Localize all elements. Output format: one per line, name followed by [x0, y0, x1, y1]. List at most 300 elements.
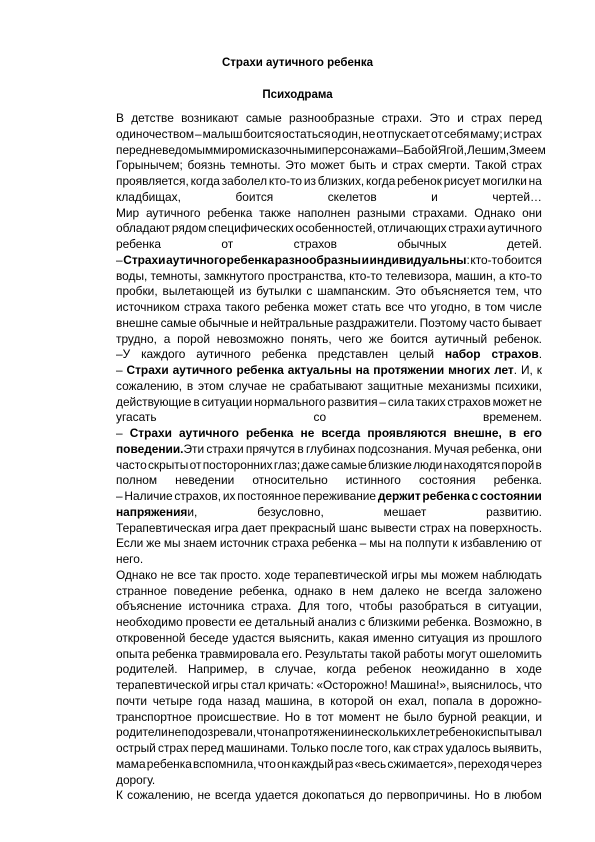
word: с: [359, 615, 366, 629]
word: пробки,: [116, 284, 158, 299]
word: докопаться: [302, 788, 365, 803]
word: В: [116, 111, 124, 125]
word: переживание: [302, 489, 377, 503]
word: –У: [116, 347, 131, 362]
word: самые: [245, 111, 282, 125]
word: поверхность.: [469, 520, 542, 535]
word: маму;: [470, 126, 503, 141]
text-line: него.: [116, 552, 144, 566]
word: –: [116, 489, 123, 503]
word: первопричины.: [386, 788, 471, 803]
word: числе: [509, 300, 542, 314]
word: остаться: [282, 126, 331, 141]
word: развития: [327, 394, 378, 409]
word: реакции,: [481, 709, 531, 724]
text-line: [116, 221, 542, 237]
text-line: [116, 142, 546, 159]
word: Страхи: [126, 363, 169, 377]
word: заложено: [488, 583, 542, 598]
word: Поэтому: [419, 315, 467, 330]
word: сила: [387, 394, 415, 409]
word: после: [330, 741, 363, 755]
word: прекрасный: [269, 520, 336, 535]
word: они: [522, 205, 542, 220]
word: посторонних: [202, 457, 273, 472]
word: назад: [227, 693, 260, 708]
word: подозревали,: [181, 725, 257, 740]
word: Горынычем;: [116, 158, 183, 173]
word: Однако: [116, 567, 158, 582]
text-line: [116, 206, 542, 222]
word: они: [522, 441, 542, 456]
text-line: [116, 442, 542, 458]
word: может: [492, 394, 527, 409]
word: страх: [471, 111, 502, 125]
word: неожиданно: [421, 662, 490, 677]
text-line: [116, 379, 542, 395]
word: на: [355, 363, 370, 377]
word: обладают: [116, 221, 171, 236]
word: самые: [160, 315, 197, 330]
word: может: [313, 300, 348, 314]
word: того,: [326, 599, 353, 614]
word: боится: [235, 189, 274, 204]
word: удастся: [232, 630, 276, 645]
word: и: [503, 126, 511, 141]
text-line: [116, 111, 542, 127]
text-line: [116, 284, 542, 300]
word: в: [474, 300, 481, 314]
word: кричать:: [268, 678, 314, 692]
word: защитные: [367, 378, 424, 393]
word: родителей.: [116, 662, 178, 677]
text-line: [116, 395, 542, 411]
word: в: [535, 615, 542, 629]
word: бутылки: [256, 284, 302, 299]
text-line: [116, 615, 542, 631]
word: и: [249, 142, 257, 157]
word: ребенка: [236, 363, 284, 377]
word: сказочными: [256, 142, 322, 157]
word: детальный: [254, 615, 315, 629]
word: ситуации,: [487, 599, 542, 614]
word: в: [297, 441, 304, 456]
word: стать: [351, 300, 382, 314]
text-line: [116, 757, 542, 773]
word: кто-то: [268, 174, 303, 188]
word: миром: [213, 142, 250, 157]
word: могут: [446, 646, 477, 661]
word: в: [535, 457, 542, 472]
word: выявить,: [492, 741, 542, 755]
word: ребенка.: [493, 473, 542, 488]
word: испытывал: [480, 725, 542, 740]
word: –: [396, 142, 404, 157]
word: из: [239, 284, 252, 299]
word: угасать: [116, 410, 157, 425]
word: ребенка: [207, 205, 253, 220]
word: нормального: [254, 394, 326, 409]
word: часто: [116, 457, 147, 472]
word: провести: [185, 615, 237, 629]
word: Возможно,: [473, 615, 533, 629]
word: этом: [198, 378, 224, 393]
text-line: [116, 158, 542, 174]
word: шанс: [338, 520, 368, 535]
word: страхов.: [491, 347, 542, 362]
word: также: [259, 205, 291, 220]
word: разобраться: [399, 599, 469, 614]
word: безусловно,: [257, 504, 324, 519]
word: через: [510, 756, 542, 771]
word: и: [361, 252, 369, 267]
text-line: [116, 269, 542, 285]
word: протяжении: [288, 725, 355, 740]
word: и: [431, 189, 438, 204]
word: не: [160, 567, 174, 582]
word: поведение: [173, 583, 233, 598]
word: ходе: [516, 662, 542, 677]
word: страха: [184, 300, 222, 314]
text-line: [116, 458, 542, 474]
word: всегда: [321, 426, 361, 440]
word: Лешим,: [466, 142, 510, 157]
word: целый: [398, 347, 434, 362]
word: в: [186, 378, 194, 393]
word: ребенок.: [493, 331, 542, 346]
word: неведении: [175, 473, 235, 488]
word: действующие: [116, 394, 192, 409]
word: Но: [284, 709, 300, 724]
word: –: [116, 252, 123, 267]
word: Машина!»,: [390, 678, 450, 692]
word: чертей…: [492, 189, 542, 204]
word: такой: [370, 646, 401, 661]
word: в: [305, 709, 312, 724]
word: почти: [116, 693, 148, 708]
word: страх: [412, 741, 444, 755]
text-line: [116, 300, 542, 316]
word: его: [523, 426, 542, 440]
word: ребенка: [246, 426, 294, 440]
word: сжимается»,: [387, 756, 457, 771]
word: перед: [508, 111, 542, 125]
text-line: дорогу.: [116, 772, 156, 787]
text-line: [116, 426, 542, 442]
word: специфических: [208, 221, 294, 236]
word: не: [425, 583, 440, 598]
text-line: [116, 332, 542, 348]
text-line: [116, 599, 542, 615]
text-line: [116, 710, 542, 726]
word: боится: [243, 126, 282, 141]
word: Это: [395, 284, 416, 299]
text-line: [116, 473, 542, 489]
word: ребенка.: [422, 615, 472, 629]
text-line: [116, 584, 542, 600]
text-line: [116, 489, 542, 505]
word: лет.: [494, 363, 518, 377]
word: персонажами: [321, 142, 397, 157]
text-line: [116, 536, 542, 552]
word: страхи.: [381, 111, 423, 125]
word: откровенной: [116, 630, 186, 645]
word: ребенка: [152, 646, 198, 661]
word: Однако: [474, 205, 516, 220]
word: а: [163, 331, 171, 346]
word: попала: [432, 693, 473, 708]
word: машин,: [455, 268, 496, 283]
word: и: [381, 158, 388, 173]
word: любом: [504, 788, 542, 803]
word: телевизора,: [385, 268, 452, 283]
word: люди: [413, 457, 443, 472]
word: ребенка,: [471, 441, 520, 456]
document-body: [116, 111, 546, 804]
word: не: [362, 126, 376, 141]
word: раз: [334, 756, 354, 771]
word: игры: [391, 567, 418, 582]
word: случае,: [274, 662, 317, 677]
word: не: [385, 709, 399, 724]
word: рисует: [443, 174, 481, 188]
word: воды,: [116, 268, 148, 283]
word: порой: [177, 331, 211, 346]
word: из: [472, 630, 485, 645]
word: И,: [520, 363, 533, 377]
text-line: [116, 662, 542, 678]
word: же: [146, 536, 161, 551]
text-line: [116, 363, 542, 379]
word: детей.: [506, 237, 542, 251]
word: выяснить,: [279, 630, 335, 645]
word: в: [508, 426, 517, 440]
word: лет: [416, 725, 436, 740]
word: глаз;: [273, 457, 301, 472]
word: и: [457, 111, 464, 125]
text-line: [116, 647, 542, 663]
word: боится: [504, 252, 542, 267]
word: просто.: [220, 567, 262, 582]
word: до: [369, 788, 383, 803]
word: переходя: [457, 756, 510, 771]
word: боится: [390, 331, 428, 346]
word: на: [388, 536, 403, 551]
word: работы: [403, 646, 444, 661]
word: ситуации: [201, 394, 253, 409]
word: что: [257, 756, 276, 771]
word: страхами.: [412, 205, 468, 220]
text-line: [116, 694, 542, 710]
word: актуальны: [287, 363, 352, 377]
word: напряженияи,: [116, 504, 198, 519]
word: вылетающей: [162, 284, 235, 299]
word: боязнь: [187, 158, 226, 173]
word: заболел: [221, 174, 268, 188]
word: терапевтической: [116, 678, 210, 692]
text-line: [116, 347, 542, 363]
word: на: [528, 174, 542, 188]
word: какая: [338, 630, 369, 645]
word: не: [197, 788, 211, 803]
word: было: [403, 709, 433, 724]
word: аутичного: [179, 426, 239, 440]
word: Бабой: [403, 142, 438, 157]
word: такого: [225, 300, 260, 314]
word: что: [408, 300, 427, 314]
word: беседе: [189, 630, 229, 645]
word: том: [485, 300, 506, 314]
word: состояния: [418, 473, 476, 488]
word: анализ: [317, 615, 357, 629]
word: «Осторожно!: [316, 678, 388, 692]
word: чего: [338, 331, 362, 346]
word: же: [368, 331, 384, 346]
word: нейтральные: [260, 315, 334, 330]
word: ребенок: [366, 662, 412, 677]
word: сожалению,: [116, 378, 183, 393]
word: темноты.: [230, 158, 281, 173]
word: Мир: [116, 205, 140, 220]
word: игры: [212, 678, 239, 692]
word: тот: [316, 709, 334, 724]
text-line: [116, 174, 542, 190]
word: Терапевтическая: [116, 520, 211, 535]
word: ситуация: [417, 630, 469, 645]
word: Только: [290, 741, 329, 755]
word: травмировала: [199, 646, 280, 661]
word: всегда: [445, 583, 482, 598]
word: от: [189, 457, 202, 472]
word: источника: [188, 599, 245, 614]
word: замкнутого: [203, 268, 265, 283]
word: Змеем: [509, 142, 546, 157]
word: Это: [429, 111, 450, 125]
word: внешне: [116, 315, 159, 330]
word: разнообразные: [289, 111, 375, 125]
word: далеко: [380, 583, 420, 598]
word: нескольких: [354, 725, 417, 740]
word: страхов: [447, 394, 491, 409]
word: полном: [116, 473, 158, 488]
word: страхи: [206, 441, 244, 456]
word: в: [318, 693, 325, 708]
word: из: [303, 174, 316, 188]
word: которой: [330, 693, 374, 708]
word: что: [523, 284, 542, 299]
word: всегда: [214, 788, 251, 803]
word: Но: [474, 788, 490, 803]
word: близкими: [367, 615, 420, 629]
word: аутичный: [434, 331, 488, 346]
word: индивидуальны:: [369, 252, 470, 267]
word: Для: [298, 599, 320, 614]
word: многих: [448, 363, 491, 377]
word: отпускает: [376, 126, 431, 141]
word: –: [116, 426, 123, 440]
word: близких,: [317, 174, 365, 188]
word: возникают: [181, 111, 239, 125]
word: даже: [301, 457, 330, 472]
word: порой: [501, 457, 535, 472]
word: ребенка,: [239, 583, 288, 598]
word: поведении.Эти: [116, 441, 205, 456]
word: срабатывают: [289, 378, 363, 393]
word: механизмы: [427, 378, 491, 393]
word: отличающих: [377, 221, 447, 236]
word: ребенка: [146, 756, 192, 771]
word: вспомнила,: [193, 756, 257, 771]
word: с: [471, 489, 479, 503]
word: аутичного: [196, 347, 251, 362]
word: дорожно-: [490, 693, 542, 708]
word: чтобы: [359, 599, 393, 614]
word: разными: [357, 205, 406, 220]
word: опыта: [116, 646, 150, 661]
word: он: [379, 693, 393, 708]
word: знаем: [183, 536, 217, 551]
word: четыре: [152, 693, 193, 708]
word: особенностей,: [295, 221, 376, 236]
word: терапевтической: [293, 567, 388, 582]
word: часто: [469, 315, 500, 330]
word: в: [493, 788, 501, 803]
word: временем.: [483, 410, 542, 425]
word: мы: [163, 536, 181, 551]
word: –: [379, 394, 387, 409]
word: рядом: [171, 221, 207, 236]
word: страхи: [448, 221, 486, 236]
word: ребенка: [264, 300, 310, 314]
word: Ягой,: [437, 142, 467, 157]
word: так: [199, 567, 217, 582]
word: мы: [420, 567, 438, 582]
word: а: [499, 268, 506, 283]
word: от: [431, 126, 443, 141]
word: ребенка: [116, 237, 162, 251]
word: понять,: [290, 331, 332, 346]
word: страха: [271, 536, 309, 551]
text-line: [116, 568, 542, 584]
word: сожалению,: [127, 788, 194, 803]
word: ребенка: [422, 489, 470, 503]
word: Это: [285, 158, 306, 173]
word: каждый: [291, 756, 334, 771]
word: перед: [116, 142, 149, 157]
word: игра: [214, 520, 239, 535]
word: и: [251, 315, 258, 330]
word: со: [313, 410, 327, 425]
word: полпути: [405, 536, 450, 551]
word: представлен: [317, 347, 389, 362]
word: года: [197, 693, 222, 708]
word: страх: [158, 741, 189, 755]
word: ребенка: [261, 347, 307, 362]
word: Если: [116, 536, 144, 551]
word: странное: [116, 583, 167, 598]
word: как: [393, 741, 411, 755]
word: его.: [281, 646, 303, 661]
word: «весь: [354, 756, 387, 771]
text-line: [116, 741, 542, 757]
word: вывести: [370, 520, 417, 535]
word: однако: [294, 583, 333, 598]
word: кладбищах,: [116, 189, 181, 204]
word: их: [222, 489, 236, 503]
word: перед: [190, 741, 224, 755]
word: таких: [415, 394, 446, 409]
word: страхов: [293, 237, 337, 251]
